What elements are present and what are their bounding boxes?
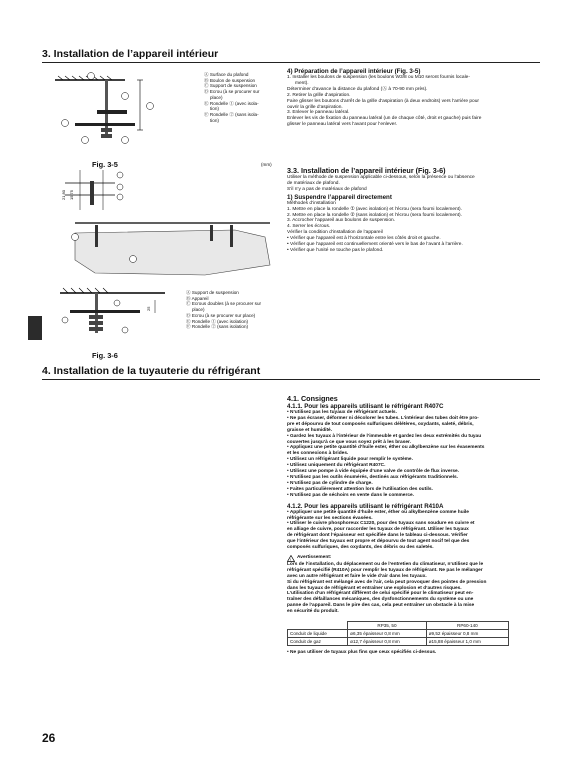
s412-title: 4.1.2. Pour les appareils utilisant le réfrigérant R410A <box>287 502 444 510</box>
section4-title: 4. Installation de la tuyauterie du réfrigérant <box>42 365 261 377</box>
prep-line: Faire glisser les boutons d’arrêt de la grille d’aspiration (à deux endroits) vers l’arrière pour <box>287 98 479 104</box>
dim-label: 25 <box>146 306 151 311</box>
side-tab <box>28 316 42 340</box>
fig35-label: Fig. 3-5 <box>92 160 118 169</box>
s41-title: 4.1. Consignes <box>287 394 338 403</box>
fig35-legend: Ⓐ Surface du plafond Ⓑ Boulon de suspension Ⓒ Support de suspension Ⓓ Ecrou (à se procurer sur place) Ⓔ Rondelle ① (avec isola- tion) Ⓕ Rondelle ② (sans isola- tion) <box>204 72 260 123</box>
warning-title: Avertissement: <box>297 555 332 561</box>
prep-line: 1. Installer les boulons de suspension (les boulons W3/8 ou M10 seront fournis locale- <box>287 75 470 80</box>
prep-title: 4) Préparation de l’appareil intérieur (Fig. 3-5) <box>287 68 421 75</box>
section3-title: 3. Installation de l’appareil intérieur <box>42 48 219 60</box>
pipe-table <box>287 621 509 646</box>
prep-line: ment). <box>295 80 309 86</box>
fig35-drawing <box>55 68 205 158</box>
warning-header <box>287 555 542 562</box>
svg-text:!: ! <box>290 556 292 562</box>
prep-line: Enlever les vis de fixation du panneau latéral (un de chaque côté, droit et gauche) puis faire <box>287 116 482 122</box>
table-note: • Ne pas utiliser de tuyaux plus fins que ceux spécifiés ci-dessus. <box>287 650 437 656</box>
dim-label: 21 80 <box>61 189 66 200</box>
prep-line: glisser le panneau latéral vers l’avant pour l’enlever. <box>287 122 398 128</box>
table-header: RP35, 50 <box>348 622 427 630</box>
fig36-detail-drawing <box>55 285 185 350</box>
prep-line: Déterminer d’avance la distance du plafond (Ⓐ à 70-90 mm près). <box>287 86 428 92</box>
page-number: 26 <box>42 731 56 745</box>
fig36-unit: (mm) <box>261 162 272 167</box>
fig36-legend: Ⓐ Support de suspension Ⓑ Appareil Ⓒ Ecrous doubles (à se procurer sur place) Ⓓ Ecrou (à se procurer sur place) Ⓔ Rondelle ① (avec isolation) Ⓕ Rondelle ② (sans isolation) <box>186 290 262 330</box>
table-header: RP60-140 <box>426 622 508 630</box>
s4-block: 4.1. Consignes 4.1.1. Pour les appareils utilisant le réfrigérant R407C • N’utilisez pas les tuyaux de réfrigérant actuels. • Ne pas écraser, déformer ni décolorer les tubes. L’intérieur des tubes doit être pro- pre et dépourvu de tout composés sulfuriques délétères, oxydants, saleté, débris, graisse et humidité. • Gardez les tuyaux à l’intérieur de l’immeuble et gardez les deux extrémités du tuyau couvertes jusqu’à ce que vous soyez prêt à les braser. • Appliquez une petite quantité d’huile ester, éther ou alkylbenzène sur les évasements et les connexions à brides. • Utilisez un réfrigérant liquide pour remplir le système. • Utilisez uniquement du réfrigérant R407C. • Utilisez une pompe à vide équipée d’une valve de contrôle de flux inverse. • N’utilisez pas les outils énumérés, destinés aux réfrigérants traditionnels. • N’utilisez pas de cylindre de charge. • Faites particulièrement attention lors de l’utilisation des outils. • N’utilisez pas de séchoirs en vente dans le commerce. 4.1.2. Pour les appareils utilisant le réfrigérant R410A • Appliquer une petite quantité d’huile ester, éther ou alkylbenzène comme huile réfrigérante sur les sections évasées. • Utiliser le cuivre phosphoreux C1220, pour des tuyaux sans soudure en cuivre et en alliage de cuivre, pour raccorder les tuyaux de réfrigérant. Utiliser les tuyaux de réfrigérant dont l’épaisseur est spécifiée dans le tableau ci-dessous. Vérifier que l’intérieur des tuyaux est propre et dépourvu de tout agent nocif tel que des composés sulfuriques, des oxydants, des débris ou des saletés. ! Avertissement: Lors de l’installation, du déplacement ou de l’entretien du climatiseur, n’utilisez que le réfrigérant spécifié (R410A) pour remplir les tuyaux de réfrigérant. Ne pas le mélanger avec un autre réfrigérant et faire le vide d’air dans les tuyaux. Si du réfrigérant est mélangé avec de l’air, cela peut provoquer des pointes de pression dans les tuyaux de réfrigérant et entraîner une explosion et d’autres risques. L’utilisation d’un réfrigérant différent de celui spécifié pour le climatiseur peut en- traîner des défaillances mécaniques, des dysfonctionnements du système ou une panne de l’appareil. Dans le pire des cas, cela peut entraîner un obstacle à la mise en sécurité du produit. RP35, 50 RP60-140 Conduit de liquide ø6,35 épaisseur 0,8 mm ø9,52 épaisseur 0,8 mm Conduit de gaz ø12,7 épaisseur 0,8 mm ø15,88 épaisseur 1,0 mm • Ne pas utiliser de tuyaux plus fins que ceux spécifiés ci-dessus. <box>287 394 542 656</box>
prep-line: 3. Enlever le panneau latéral. <box>287 110 350 116</box>
s33-block: 3.3. Installation de l’appareil intérieur (Fig. 3-6) Utiliser la méthode de suspension applicable ci-dessous, selon la présence ou l’absence de matériaux de plafond. S’il n’y a pas de matériaux de plafond 1) Suspendre l’appareil directement Méthodes d’installation 1. Mettre en place la rondelle ① (avec isolation) et l’écrou (sera fourni localement). 2. Mettre en place la rondelle ② (sans isolation) et l’écrou (sera fourni localement). 3. Accrocher l’appareil aux boulons de suspension. 4. Serrer les écrous. Vérifier la condition d’installation de l’appareil • Vérifier que l’appareil est à l’horizontale entre les côtés droit et gauche. • Vérifier que l’appareil est continuellement orienté vers le bas de l’avant à l’arrière. • Vérifier que l’unité ne touche pas le plafond. <box>287 166 542 254</box>
dim-label: 15 75 <box>69 189 74 200</box>
prep-line: 2. Retirer la grille d’aspiration. <box>287 92 351 98</box>
s33-title: 3.3. Installation de l’appareil intérieur (Fig. 3-6) <box>287 166 446 175</box>
table-row: Conduit de gaz ø12,7 épaisseur 0,8 mm ø15,88 épaisseur 1,0 mm <box>288 638 509 646</box>
s33-subtitle: 1) Suspendre l’appareil directement <box>287 193 392 201</box>
table-row: Conduit de liquide ø6,35 épaisseur 0,8 mm ø9,52 épaisseur 0,8 mm <box>288 630 509 638</box>
section4-rule <box>42 379 540 380</box>
prep-block <box>287 68 542 128</box>
prep-line: ouvrir la grille d’aspiration. <box>287 104 343 110</box>
section3-rule <box>42 62 540 63</box>
s411-title: 4.1.1. Pour les appareils utilisant le réfrigérant R407C <box>287 403 444 410</box>
fig36-label: Fig. 3-6 <box>92 351 118 360</box>
fig36-drawing <box>55 165 280 280</box>
warning-icon <box>287 555 295 562</box>
